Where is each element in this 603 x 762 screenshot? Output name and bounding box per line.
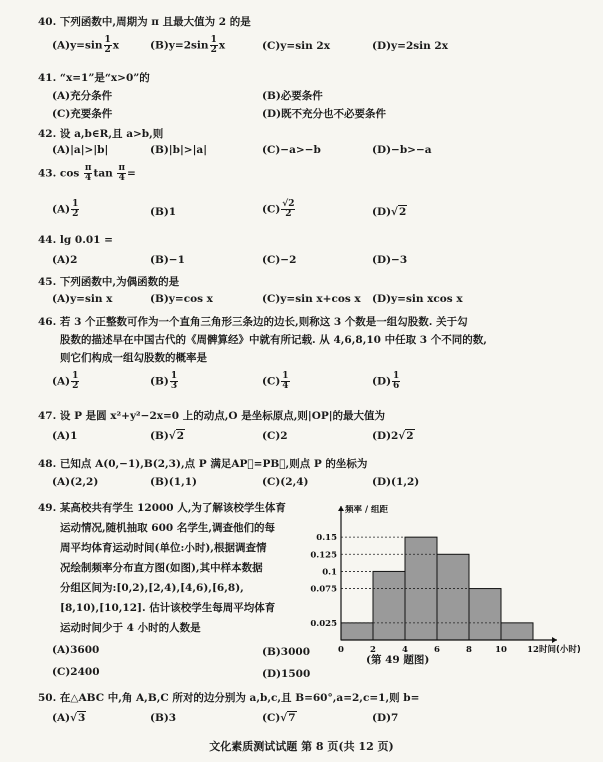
- histogram-bar: [437, 554, 469, 640]
- q40-option-a: (A)y=sin $\frac{1}{2}$ x: [52, 35, 120, 55]
- histogram-bar: [501, 623, 533, 640]
- q44-option-b: (B)−1: [150, 254, 185, 266]
- q45-option-a: (A)y=sin x: [52, 293, 113, 305]
- y-axis-label: 频率 / 组距: [345, 505, 389, 515]
- x-axis-label: 时间(小时): [539, 645, 581, 655]
- histogram-bar: [341, 623, 373, 640]
- x-tick-label: 2: [370, 645, 376, 655]
- histogram-bar: [469, 589, 501, 640]
- x-tick-label: 6: [434, 645, 440, 655]
- q47-option-a: (A)1: [52, 430, 78, 442]
- q49-stem-line3: 周平均体育运动时间(单位:小时),根据调查情: [60, 542, 267, 554]
- q46-stem-line2: 股数的描述早在中国古代的《周髀算经》中就有所记载. 从 4,6,8,10 中任取 3 个不同的数,: [60, 334, 487, 346]
- x-tick-label: 10: [495, 645, 507, 655]
- y-axis-arrow: [338, 506, 344, 511]
- q47-option-b: (B)√2: [150, 430, 185, 442]
- y-tick-label: 0.15: [316, 533, 337, 544]
- q47-stem: 47. 设 P 是圆 x²+y²−2x=0 上的动点,O 是坐标原点,则|OP|的最大值为: [38, 410, 386, 422]
- histogram-bar: [373, 571, 405, 640]
- q47-option-c: (C)2: [262, 430, 288, 442]
- q42-option-c: (C)−a>−b: [262, 144, 321, 156]
- q46-stem-line3: 则它们构成一组勾股数的概率是: [60, 352, 207, 364]
- y-tick-label: 0.025: [310, 618, 337, 629]
- q43-option-b: (B)1: [150, 206, 177, 218]
- q44-option-a: (A)2: [52, 254, 78, 266]
- q50-option-c: (C)√7: [262, 712, 296, 724]
- q46-option-d: (D) $\frac{1}{6}$: [372, 371, 400, 391]
- q50-option-b: (B)3: [150, 712, 177, 724]
- y-tick-label: 0.125: [310, 550, 337, 561]
- q43-option-c: (C) $\frac{√2}{2}$: [262, 199, 295, 219]
- q47-option-d: (D)2√2: [372, 430, 414, 442]
- q41-option-a: (A)充分条件: [52, 90, 113, 102]
- q41-option-b: (B)必要条件: [262, 90, 323, 102]
- q49-option-c: (C)2400: [52, 666, 100, 678]
- q48-option-a: (A)(2,2): [52, 476, 99, 488]
- q49-option-a: (A)3600: [52, 644, 100, 656]
- q45-stem: 45. 下列函数中,为偶函数的是: [38, 276, 180, 288]
- q41-option-c: (C)充要条件: [52, 108, 113, 120]
- q48-option-d: (D)(1,2): [372, 476, 420, 488]
- x-axis-arrow: [552, 637, 557, 643]
- q49-stem-line7: 运动时间少于 4 小时的人数是: [60, 622, 201, 634]
- q50-option-d: (D)7: [372, 712, 399, 724]
- q41-option-d: (D)既不充分也不必要条件: [262, 108, 387, 120]
- q43-option-a: (A) $\frac{1}{2}$: [52, 199, 79, 219]
- q49-stem-line4: 况绘制频率分布直方图(如图),其中样本数据: [60, 562, 263, 574]
- q44-option-d: (D)−3: [372, 254, 408, 266]
- y-tick-label: 0.075: [310, 584, 337, 595]
- q49-stem-line5: 分组区间为:[0,2),[2,4),[4,6),[6,8),: [60, 582, 244, 594]
- q40-option-d: (D)y=2sin 2x: [372, 40, 449, 52]
- q42-option-b: (B)|b|>|a|: [150, 144, 208, 156]
- q44-stem: 44. lg 0.01 =: [38, 234, 113, 246]
- q49-option-d: (D)1500: [262, 668, 311, 680]
- q49-stem-line6: [8,10),[10,12]. 估计该校学生每周平均体育: [60, 602, 276, 614]
- y-tick-label: 0.1: [322, 567, 337, 578]
- q46-option-a: (A) $\frac{1}{2}$: [52, 371, 79, 391]
- page-footer: 文化素质测试试题 第 8 页(共 12 页): [209, 740, 394, 753]
- q42-option-a: (A)|a|>|b|: [52, 144, 109, 156]
- q43-stem: 43. cos $\frac{\pi}{4}$ tan $\frac{\pi}{4}$ =: [38, 163, 136, 183]
- q50-stem: 50. 在△ABC 中,角 A,B,C 所对的边分别为 a,b,c,且 B=60°,a=2,c=1,则 b=: [38, 692, 420, 704]
- x-tick-label: 4: [402, 645, 408, 655]
- q44-option-c: (C)−2: [262, 254, 297, 266]
- q40-stem: 40. 下列函数中,周期为 π 且最大值为 2 的是: [38, 16, 251, 28]
- q46-option-c: (C) $\frac{1}{4}$: [262, 371, 289, 391]
- q42-option-d: (D)−b>−a: [372, 144, 432, 156]
- x-tick-label: 12: [527, 645, 539, 655]
- q42-stem: 42. 设 a,b∈R,且 a>b,则: [38, 128, 164, 140]
- q48-option-b: (B)(1,1): [150, 476, 198, 488]
- q45-option-b: (B)y=cos x: [150, 293, 213, 305]
- q48-option-c: (C)(2,4): [262, 476, 309, 488]
- q45-option-d: (D)y=sin xcos x: [372, 293, 463, 305]
- q45-option-c: (C)y=sin x+cos x: [262, 293, 361, 305]
- q46-stem-line1: 46. 若 3 个正整数可作为一个直角三角形三条边的边长,则称这 3 个数是一组勾股数. 关于勾: [38, 316, 468, 328]
- chart-caption: (第 49 题图): [366, 654, 430, 666]
- q49-stem-line2: 运动情况,随机抽取 600 名学生,调查他们的每: [60, 522, 276, 534]
- histogram-chart: [303, 505, 588, 670]
- q46-option-b: (B) $\frac{1}{3}$: [150, 371, 178, 391]
- q48-stem: 48. 已知点 A(0,−1),B(2,3),点 P 满足AP⃗=PB⃗,则点 P 的坐标为: [38, 458, 368, 470]
- q50-option-a: (A)√3: [52, 712, 86, 724]
- x-tick-label: 0: [338, 645, 344, 655]
- q43-option-d: (D)√2: [372, 206, 407, 218]
- q40-option-b: (B)y=2sin $\frac{1}{2}$ x: [150, 35, 226, 55]
- q49-stem-line1: 49. 某高校共有学生 12000 人,为了解该校学生体育: [38, 502, 286, 514]
- q40-option-c: (C)y=sin 2x: [262, 40, 330, 52]
- q41-stem: 41. “x=1”是“x>0”的: [38, 72, 150, 84]
- x-tick-label: 8: [466, 645, 472, 655]
- q49-option-b: (B)3000: [262, 646, 311, 658]
